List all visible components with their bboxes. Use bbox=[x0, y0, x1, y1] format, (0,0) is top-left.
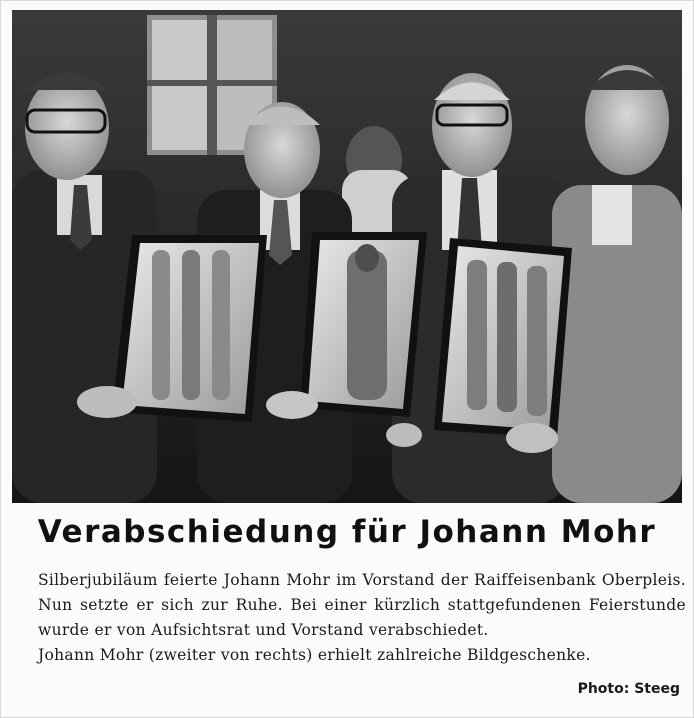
framed-picture-3 bbox=[434, 238, 572, 438]
article-headline: Verabschiedung für Johann Mohr bbox=[37, 514, 657, 550]
photo-credit: Photo: Steeg bbox=[577, 681, 680, 697]
article-paragraph-2: Johann Mohr (zweiter von rechts) erhielt zahlreiche Bildgeschenke. bbox=[38, 646, 591, 664]
framed-picture-2 bbox=[300, 232, 427, 417]
article-body bbox=[38, 568, 686, 668]
article-photo bbox=[12, 10, 682, 503]
article-paragraph-1: Silberjubiläum feierte Johann Mohr im Vorstand der Raiffeisenbank Oberpleis. Nun setzte er sich zur Ruhe. Bei einer kürzlich stattgefundenen Feierstunde wurde er von Aufsichtsrat und Vorstand verabschiedet. bbox=[38, 571, 686, 639]
framed-picture-1 bbox=[112, 235, 267, 422]
